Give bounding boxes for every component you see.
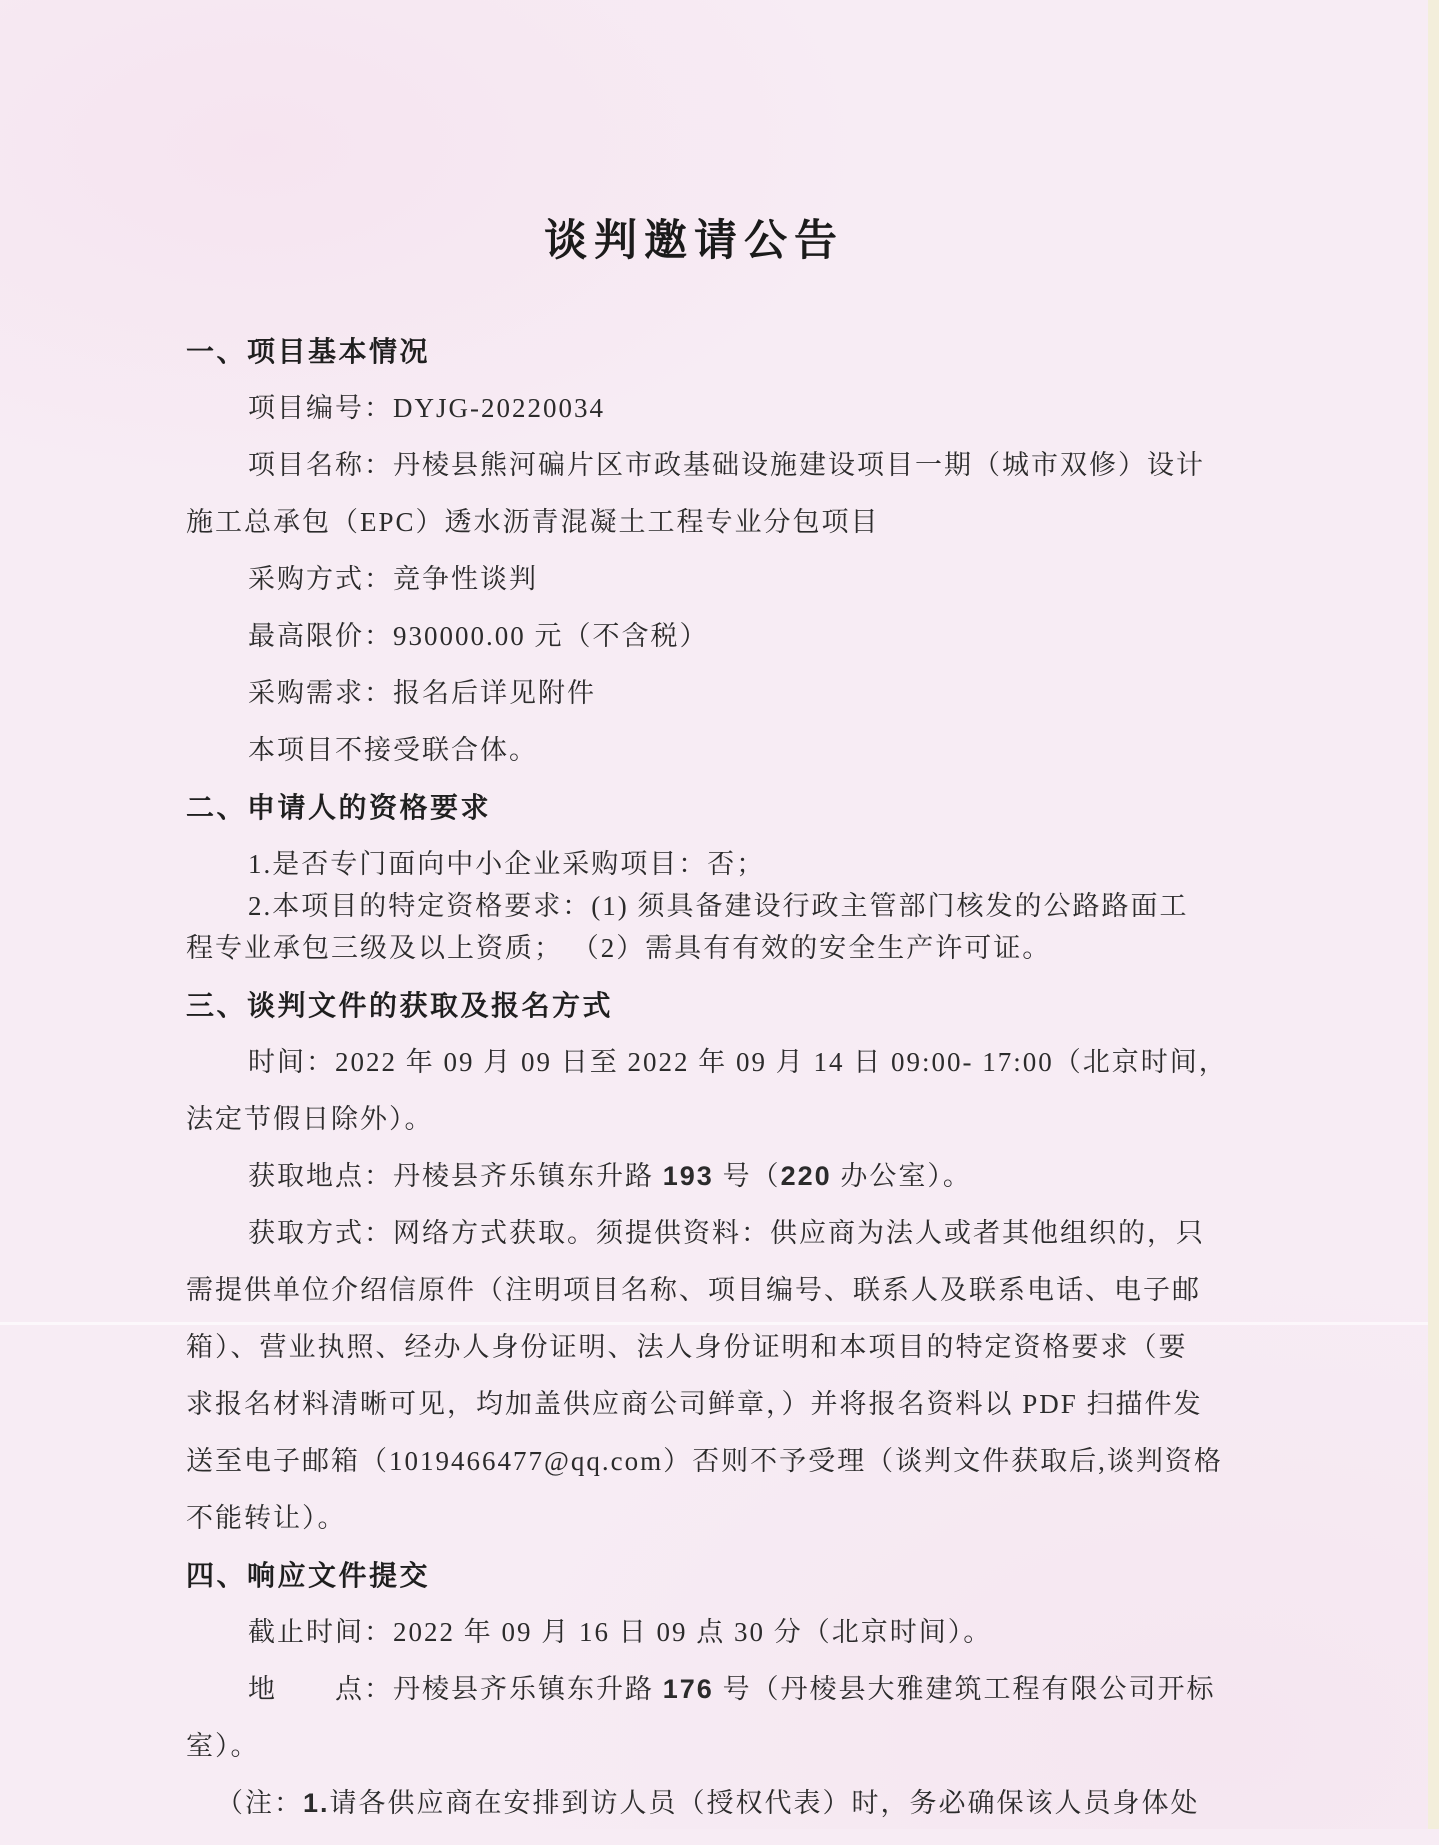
text-segment: 求报名材料清晰可见，均加盖供应商公司鲜章，）并将报名资料以 PDF 扫描件发 <box>186 1389 1203 1419</box>
text-line <box>186 336 1202 367</box>
text-line <box>186 564 1202 595</box>
text-segment: 项目名称：丹棱县熊河碥片区市政基础设施建设项目一期（城市双修）设计 <box>248 450 1205 480</box>
text-segment: 一、项目基本情况 <box>186 336 431 367</box>
text-line <box>186 1731 1202 1762</box>
text-line <box>186 1161 1202 1192</box>
text-line <box>186 1617 1202 1648</box>
text-segment: 地 点：丹棱县齐乐镇东升路 <box>248 1674 663 1704</box>
text-line <box>186 1332 1202 1363</box>
text-segment: 采购方式：竞争性谈判 <box>248 564 538 594</box>
text-line <box>186 1047 1228 1078</box>
text-segment: 时间：2022 年 09 月 09 日至 2022 年 09 月 14 日 09:00- 17:00（北京时间， <box>248 1047 1228 1077</box>
text-segment: 办公室）。 <box>831 1161 972 1191</box>
text-segment: 最高限价：930000.00 元（不含税） <box>248 621 709 651</box>
text-segment: 获取方式：网络方式获取。须提供资料：供应商为法人或者其他组织的，只 <box>248 1218 1205 1248</box>
text-segment: 1.是否专门面向中小企业采购项目：否； <box>248 849 766 879</box>
text-segment: 号（丹棱县大雅建筑工程有限公司开标 <box>713 1674 1216 1704</box>
bold-text-segment: 220 <box>780 1161 832 1191</box>
text-segment: （注： <box>216 1788 303 1818</box>
text-line <box>186 735 1202 766</box>
page-edge-strip <box>1428 0 1439 1829</box>
text-line <box>186 849 1202 880</box>
text-line <box>186 792 1202 823</box>
text-segment: 施工总承包（EPC）透水沥青混凝土工程专业分包项目 <box>186 507 880 537</box>
text-segment: 项目编号：DYJG-20220034 <box>248 393 605 423</box>
text-line <box>186 1560 1202 1591</box>
bold-text-segment: 1. <box>303 1788 330 1818</box>
text-segment: 2.本项目的特定资格要求：(1) 须具备建设行政主管部门核发的公路路面工 <box>248 891 1189 921</box>
text-segment: 获取地点：丹棱县齐乐镇东升路 <box>248 1161 663 1191</box>
text-line <box>186 990 1202 1021</box>
text-line <box>186 1104 1202 1135</box>
text-segment: 二、申请人的资格要求 <box>186 792 492 823</box>
text-segment: 四、响应文件提交 <box>186 1560 431 1591</box>
text-line <box>186 507 1202 538</box>
text-segment: 送至电子邮箱（1019466477@qq.com）否则不予受理（谈判文件获取后,谈判资格 <box>186 1446 1223 1476</box>
text-line <box>186 393 1202 424</box>
text-segment: 三、谈判文件的获取及报名方式 <box>186 990 614 1021</box>
text-line <box>186 678 1202 709</box>
text-segment: 号（ <box>713 1161 781 1191</box>
text-segment: 请各供应商在安排到访人员（授权代表）时，务必确保该人员身体处 <box>329 1788 1200 1818</box>
document-title: 谈判邀请公告 <box>544 217 844 265</box>
text-segment: 截止时间：2022 年 09 月 16 日 09 点 30 分（北京时间）。 <box>248 1617 993 1647</box>
text-line <box>186 621 1202 652</box>
text-line <box>186 1389 1202 1420</box>
bold-text-segment: 176 <box>662 1674 714 1704</box>
text-segment: 不能转让）。 <box>186 1503 347 1533</box>
document-content <box>186 217 1228 1845</box>
text-line <box>186 933 1202 964</box>
text-segment: 箱）、营业执照、经办人身份证明、法人身份证明和本项目的特定资格要求（要 <box>186 1332 1188 1362</box>
text-segment: 程专业承包三级及以上资质； （2）需具有有效的安全生产许可证。 <box>186 933 1052 963</box>
text-line <box>186 1446 1223 1477</box>
document-lines <box>186 336 1228 1819</box>
text-line <box>186 891 1202 922</box>
text-line <box>186 1503 1202 1534</box>
text-segment: 需提供单位介绍信原件（注明项目名称、项目编号、联系人及联系电话、电子邮 <box>186 1275 1201 1305</box>
text-segment: 采购需求：报名后详见附件 <box>248 678 596 708</box>
text-line <box>186 1218 1205 1249</box>
bold-text-segment: 193 <box>662 1161 714 1191</box>
text-line <box>186 450 1205 481</box>
text-segment: 本项目不接受联合体。 <box>248 735 538 765</box>
text-segment: 室）。 <box>186 1731 260 1761</box>
text-line <box>186 1275 1202 1306</box>
text-line <box>186 1674 1216 1705</box>
text-segment: 法定节假日除外）。 <box>186 1104 434 1134</box>
text-line <box>186 1788 1202 1819</box>
